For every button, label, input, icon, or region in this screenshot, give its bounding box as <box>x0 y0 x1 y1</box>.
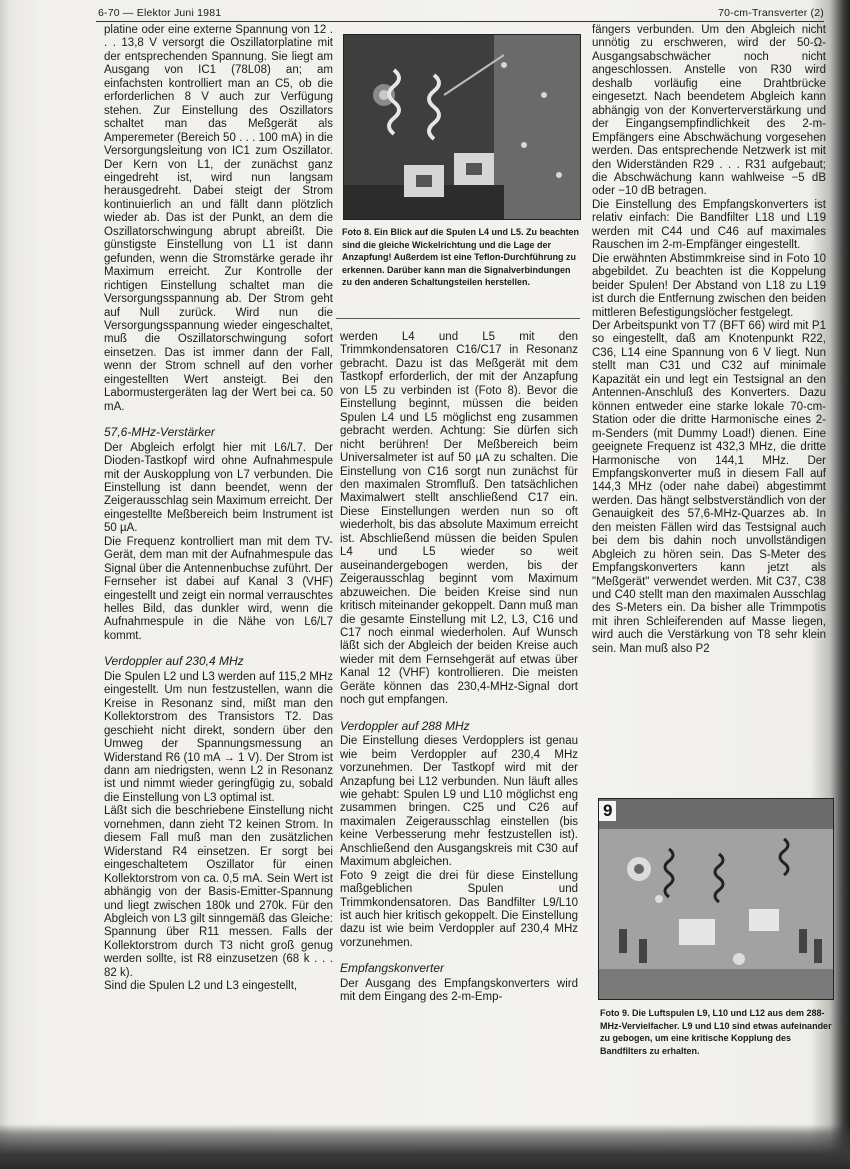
photo-9-image <box>599 799 833 999</box>
paragraph: Der Abgleich erfolgt hier mit L6/L7. Der Dioden-Tastkopf wird ohne Aufnahmespule mit der Auskopplung von L7 verbunden. Die Einstellung ist dann beendet, wenn der Zeigerausschlag sein Maximum erreicht. Der eingestellte Meßbereich beim Instrument ist 50 µA. <box>104 441 333 535</box>
page-header-right: 70-cm-Transverter (2) <box>718 7 824 19</box>
photo-9-caption: Foto 9. Die Luftspulen L9, L10 und L12 aus dem 288-MHz-Vervielfacher. L9 und L10 sind etwas aufeinander zu gebogen, um eine kritische Kopplung des Bandfilters zu erhalten. <box>600 1008 832 1056</box>
photo-8-caption: Foto 8. Ein Blick auf die Spulen L4 und L5. Zu beachten sind die gleiche Wickelrichtung und die Lage der Anzapfung! Außerdem ist eine Teflon-Durchführung zu erkennen. Darüber kann man die Signalverbindungen zu den anderen Schaltungsteilen herstellen. <box>342 227 580 288</box>
section-heading: Verdoppler auf 230,4 MHz <box>104 654 244 669</box>
paragraph: fängers verbunden. Um den Abgleich nicht unnötig zu erschweren, wird der 50-Ω-Ausgangsabschwächer noch nicht angeschlossen. Anstelle von R30 wird deshalb vorläufig eine Drahtbrücke eingesetzt. Nach beendetem Abgleich kann abhängig von der Konverterverstärkung und der Eingangsempfindlichkeit des 2-m-Empfängers eine Abschwächung vorgesehen werden. Das entsprechende Netzwerk ist mit den Widerständen R29 . . . R31 aufgebaut; die Abschwächung kann wahlweise −5 dB oder −10 dB betragen. <box>592 24 826 198</box>
section-heading: 57,6-MHz-Verstärker <box>104 425 215 440</box>
paragraph: platine oder eine externe Spannung von 12 . . . 13,8 V versorgt die Oszillatorplatine mit der entsprechenden Spannung. Sie liegt am Ausgang von IC1 (78L08) an; am einfachsten kontrolliert man an C5, ob die erforderlichen 8 V auch zur Verfügung stehen. Zur Einstellung des Oszillators schaltet man das Meßgerät als Amperemeter (Bereich 50 . . . 100 mA) in die Versorgungsleitung von IC1 zum Oszillator. Der Kern von L1, der zunächst ganz eingedreht ist, wird nun langsam herausgedreht. Dabei steigt der Strom kontinuierlich an und fällt dann plötzlich wieder ab. Das ist der Punkt, an dem die Oszillatorschwingung abrupt abreißt. Die günstigste Einstellung von L1 ist dann gefunden, wenn die Stromstärke gerade ihr Maximum erreicht. Zur Kontrolle der richtigen Einstellung schaltet man die Versorgungsspannung ab. Der Strom geht auf Null zurück. Wird nun die Versorgungsspannung wieder eingeschaltet, muß die Oszillatorschwingung sofort einsetzen. Das ist immer dann der Fall, wenn der Strom schnell auf den vorher eingestellten Wert ansteigt. Bei den Labormustergeräten lag der Wert bei ca. 50 mA. <box>104 24 333 413</box>
paragraph: Die Spulen L2 und L3 werden auf 115,2 MHz eingestellt. Um nun festzustellen, wann die Kreise in Resonanz sind, mißt man den Kollektorstrom des Transistors T2. Das geschieht nicht direkt, sondern über den Umweg der Spannungsmessung an Widerstand R6 (10 mA → 1 V). Der Strom ist dann am niedrigsten, wenn L2 in Resonanz ist und nimmt wieder geringfügig zu, sobald die Einstellung von L3 optimal ist. <box>104 670 333 804</box>
page-header-left: 6-70 — Elektor Juni 1981 <box>98 7 222 19</box>
paragraph: Der Ausgang des Empfangskonverters wird mit dem Eingang des 2-m-Emp- <box>340 977 578 1004</box>
paragraph: werden L4 und L5 mit den Trimmkondensatoren C16/C17 in Resonanz gebracht. Dazu ist das Meßgerät mit dem Tastkopf erforderlich, der mit der Anzapfung von L5 zu verbinden ist (Foto 8). Bevor die Einstellung beginnt, müssen die beiden Spulen L4 und L5 möglichst eng zusammen gebracht werden. Achtung: Sie dürfen sich nicht berühren! Der Meßbereich beim Universalmeter ist auf 50 µA zu schalten. Die Einstellung von C16 sorgt nun zunächst für den maximalen Stromfluß. Den tatsächlichen Maximalwert stellt anschließend C17 ein. Diese Einstellungen werden nun so oft wiederholt, bis das absolute Maximum erreicht ist. Abschließend müssen die beiden Spulen L4 und L5 wieder so weit auseinandergebogen werden, bis der Zeigerausschlag beginnt vom Maximum abzuweichen. Die beiden Kreise sind nun kritisch miteinander gekoppelt. Dann muß man die gesamte Einstellung mit L2, L3, C16 und C17 noch einmal wiederholen. Auf Wunsch läßt sich der Abgleich der beiden Kreise auch wieder mit dem Fernsehgerät auf etwas über Kanal 12 (VHF) kontrollieren. Die meisten Geräte können das 230,4-MHz-Signal dort noch gut empfangen. <box>340 331 578 707</box>
paragraph: Die Einstellung des Empfangskonverters ist relativ einfach: Die Bandfilter L18 und L19 werden mit C44 und C46 auf maximales Rauschen im 2-m-Empfänger eingestellt. <box>592 198 826 252</box>
photo-9 <box>598 798 834 1000</box>
text-column-3 <box>592 24 826 656</box>
paragraph: Läßt sich die beschriebene Einstellung nicht vornehmen, dann zieht T2 keinen Strom. In diesem Fall muß man den zusätzlichen Widerstand R4 einsetzen. Er sorgt bei eingeschaltetem Oszillator für einen Kollektorstrom von ca. 0,5 mA. Sein Wert ist abhängig von der Basis-Emitter-Spannung und liegt zwischen 180k und 270k. Für den Abgleich von L3 gilt sinngemäß das Gleiche: Spannung über R11 messen. Falls der Kollektorstrom durch T3 nicht groß genug werden sollte, ist R8 einzusetzen (68 k . . . 82 k). <box>104 805 333 979</box>
caption-divider <box>336 318 580 319</box>
paragraph: Die erwähnten Abstimmkreise sind in Foto 10 abgebildet. Zu beachten ist die Koppelung beider Spulen! Der Abstand von L18 zu L19 ist durch die Entfernung zwischen den beiden mittleren Befestigungslöcher festgelegt. <box>592 252 826 319</box>
paragraph: Die Einstellung dieses Verdopplers ist genau wie beim Verdoppler auf 230,4 MHz vorzunehmen. Der Tastkopf wird mit der Anzapfung bei L12 verbunden. Nun läuft alles wie gehabt: Spulen L9 und L10 möglichst eng zusammen bringen. C25 und C26 auf maximalen Zeigerausschlag einstellen (bis keine Verbesserung mehr festzustellen ist). Anschließend den Ausgangskreis mit C30 auf Maximum abgleichen. <box>340 735 578 869</box>
section-heading: Verdoppler auf 288 MHz <box>340 718 470 733</box>
text-column-2 <box>340 331 578 1005</box>
section-heading: Empfangskonverter <box>340 961 445 976</box>
paragraph: Der Arbeitspunkt von T7 (BFT 66) wird mit P1 so eingestellt, daß am Knotenpunkt R22, C36, L14 eine Spannung von 6 V liegt. Nun stellt man C31 und C32 auf minimale Kapazität ein und legt ein Testsignal an den Antennen-Anschluß des Konverters. Dazu können entweder eine starke lokale 70-cm-Station oder die dritte Harmonische eines 2-m-Senders (mit Dummy Load!) dienen. Eine geeignete Frequenz ist 432,3 MHz, die dritte Harmonische von 144,1 MHz. Der Empfangskonverter muß in diesem Fall auf 144,3 MHz (oder nahe dabei) abgestimmt werden. Das hängt selbstverständlich von der Genauigkeit des 57,6-MHz-Quarzes ab. In den meisten Fällen wird das Testsignal auch bei dem bis dahin noch unvollständigen Abgleich zu hören sein. Das S-Meter des Empfangskonverters kann jetzt als "Meßgerät" verwendet werden. Mit C37, C38 und C40 stellt man den maximalen Ausschlag des S-Meters ein. Da bisher alle Trimmpotis mit ihren Schleiferenden auf Masse liegen, wird auch die Verstärkung von T8 sehr klein sein. Man muß also P2 <box>592 319 826 655</box>
paragraph: Sind die Spulen L2 und L3 eingestellt, <box>104 980 298 993</box>
photo-8 <box>343 34 581 220</box>
photo-9-number: 9 <box>599 801 616 821</box>
photo-8-image <box>344 35 580 219</box>
paragraph: Foto 9 zeigt die drei für diese Einstellung maßgeblichen Spulen und Trimmkondensatoren. Das Bandfilter L9/L10 ist auch hier kritisch gekoppelt. Die Einstellung dazu ist wie beim Verdoppler auf 230,4 MHz vorzunehmen. <box>340 869 578 949</box>
text-column-1 <box>104 24 333 994</box>
paragraph: Die Frequenz kontrolliert man mit dem TV-Gerät, dem man mit der Aufnahmespule das Signal über die Antennenbuchse zuführt. Der Fernseher ist dabei auf Kanal 3 (VHF) eingestellt und zeigt ein normal verrauschtes helles Bild, das dunkler wird, wenn die Aufnahmespule in die Nähe von L6/L7 kommt. <box>104 535 333 642</box>
header-rule <box>96 21 824 22</box>
